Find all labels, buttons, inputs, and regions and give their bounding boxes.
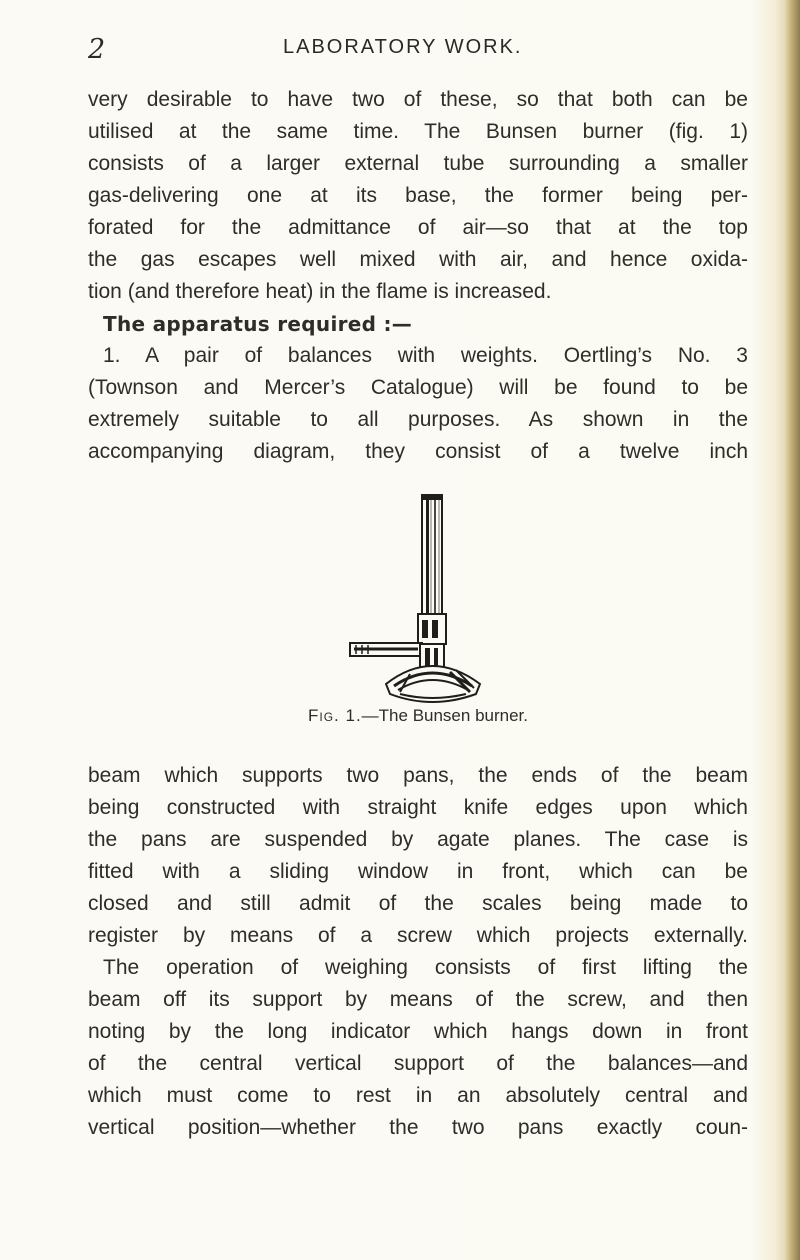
text-line: beam which supports two pans, the ends of the beam: [88, 764, 748, 787]
text-line: the pans are suspended by agate planes. The case is: [88, 828, 748, 851]
figure-caption-text: —The Bunsen burner.: [361, 706, 528, 725]
text-line: beam off its support by means of the screw, and then: [88, 988, 748, 1011]
body-text-top: [88, 84, 748, 468]
text-line: utilised at the same time. The Bunsen burner (fig. 1): [88, 120, 748, 143]
page-edge: [784, 0, 800, 1260]
page-header: [88, 34, 748, 74]
text-line: register by means of a screw which projects externally.: [88, 924, 748, 947]
text-line: The operation of weighing consists of first lifting the: [103, 956, 748, 979]
text-line: which must come to rest in an absolutely central and: [88, 1084, 748, 1107]
section-heading: The apparatus required :—: [103, 312, 413, 336]
list-item-line: 1. A pair of balances with weights. Oertling’s No. 3: [103, 344, 748, 367]
text-line: fitted with a sliding window in front, which can be: [88, 860, 748, 883]
text-line: accompanying diagram, they consist of a twelve inch: [88, 440, 748, 463]
text-line: forated for the admittance of air—so that at the top: [88, 216, 748, 239]
text-line: closed and still admit of the scales being made to: [88, 892, 748, 915]
figure-label: Fig. 1.: [307, 706, 362, 725]
text-line: very desirable to have two of these, so that both can be: [88, 88, 748, 111]
text-line: the gas escapes well mixed with air, and hence oxida-: [88, 248, 748, 271]
text-line: being constructed with straight knife edges upon which: [88, 796, 748, 819]
text-line: vertical position—whether the two pans exactly coun-: [88, 1116, 748, 1139]
body-text-bottom: [88, 760, 748, 1144]
text-line: extremely suitable to all purposes. As shown in the: [88, 408, 748, 431]
text-line: noting by the long indicator which hangs down in front: [88, 1020, 748, 1043]
figure-caption: [88, 706, 748, 726]
page-number: 2: [88, 34, 106, 65]
text-line: (Townson and Mercer’s Catalogue) will be found to be: [88, 376, 748, 399]
bunsen-burner-illustration: [300, 488, 500, 718]
text-line: gas-delivering one at its base, the former being per-: [88, 184, 748, 207]
text-line: of the central vertical support of the balances—and: [88, 1052, 748, 1075]
text-line: consists of a larger external tube surrounding a smaller: [88, 152, 748, 175]
text-line: tion (and therefore heat) in the flame is increased.: [88, 280, 552, 303]
running-title: LABORATORY WORK.: [283, 36, 523, 58]
